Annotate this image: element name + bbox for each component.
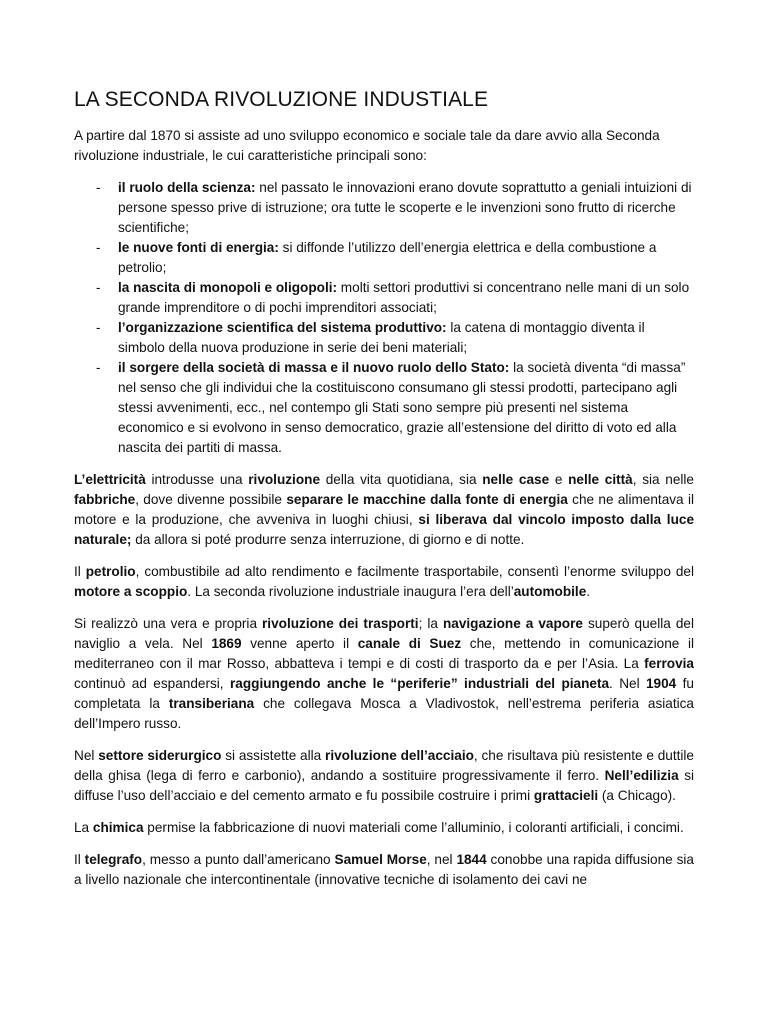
- paragraph-text: che collegava Mosca a Vladivostok, nell’estrema periferia asiatica dell’Impero russo.: [74, 696, 694, 731]
- emphasis-text: raggiungendo anche le “periferie” industriali del pianeta: [229, 676, 610, 691]
- paragraph-text: della vita quotidiana, sia: [320, 472, 483, 487]
- emphasis-text: 1869: [211, 636, 242, 651]
- paragraph-text: , nel: [426, 852, 457, 867]
- body-paragraph: [74, 850, 694, 890]
- list-item-heading: il sorgere della società di massa e il nuovo ruolo dello Stato:: [118, 360, 510, 375]
- list-dash: -: [96, 240, 101, 255]
- paragraph-text: Si realizzò una vera e propria: [74, 616, 263, 631]
- list-item: [74, 238, 694, 278]
- emphasis-text: grattacieli: [533, 788, 599, 803]
- emphasis-text: Nell’edilizia: [604, 768, 679, 783]
- emphasis-text: L’elettricità: [74, 472, 146, 487]
- list-item-text: molti settori produttivi si concentrano nelle mani di un solo grande imprenditore o di pochi imprenditori associati;: [118, 280, 690, 315]
- paragraph-text: Il: [74, 852, 85, 867]
- body-paragraph: [74, 562, 694, 602]
- emphasis-text: 1844: [456, 852, 487, 867]
- document-body: [74, 88, 694, 902]
- paragraph-text: fu completata la: [74, 676, 694, 711]
- emphasis-text: si liberava dal vincolo imposto dalla luce naturale;: [74, 512, 694, 547]
- list-item-text: la società diventa “di massa” nel senso che gli individui che la costituiscono consumano gli stessi prodotti, partecipano agli stessi avvenimenti, ecc., nel contempo gli Stati sono sempre più presenti nel sistema economico e si evolvono in senso democratico, grazie all’estensione del diritto di voto ed alla nascita dei partiti di massa.: [118, 360, 686, 455]
- list-item-heading: le nuove fonti di energia:: [118, 240, 279, 255]
- emphasis-text: ferrovia: [644, 656, 694, 671]
- paragraph-text: .: [586, 584, 591, 599]
- paragraph-text: . La seconda rivoluzione industriale inaugura l’era dell’: [187, 584, 514, 599]
- paragraph-text: La: [74, 820, 93, 835]
- paragraph-text: Nel: [74, 748, 99, 763]
- list-item: [74, 278, 694, 318]
- list-dash: -: [96, 320, 101, 335]
- list-dash: -: [96, 360, 101, 375]
- emphasis-text: fabbriche: [74, 492, 136, 507]
- list-dash: -: [96, 180, 101, 195]
- paragraph-text: permise la fabbricazione di nuovi materiali come l’alluminio, i coloranti artificiali, i concimi.: [143, 820, 684, 835]
- paragraph-text: superò quella del naviglio a vela. Nel: [74, 616, 694, 651]
- emphasis-text: chimica: [92, 820, 144, 835]
- emphasis-text: navigazione a vapore: [442, 616, 583, 631]
- emphasis-text: canale di Suez: [357, 636, 462, 651]
- paragraph-text: introdusse una: [145, 472, 249, 487]
- body-paragraph: [74, 746, 694, 806]
- paragraph-text: da allora si poté produrre senza interruzione, di giorno e di notte.: [131, 532, 525, 547]
- page-title: LA SECONDA RIVOLUZIONE INDUSTIALE: [74, 88, 489, 111]
- paragraph-text: Il: [74, 564, 86, 579]
- emphasis-text: nelle città: [568, 472, 633, 487]
- list-dash: -: [96, 280, 101, 295]
- emphasis-text: settore siderurgico: [98, 748, 222, 763]
- list-item-text: si diffonde l’utilizzo dell’energia elettrica e della combustione a petrolio;: [118, 240, 657, 275]
- paragraph-text: che ne alimentava il motore e la produzione, che avveniva in luoghi chiusi,: [74, 492, 694, 527]
- emphasis-text: motore a scoppio: [74, 584, 188, 599]
- paragraph-text: e: [549, 472, 569, 487]
- list-item-text: nel passato le innovazioni erano dovute soprattutto a geniali intuizioni di persone spesso prive di istruzione; ora tutte le scoperte e le invenzioni sono frutto di ricerche scientifiche;: [118, 180, 692, 235]
- paragraph-text: si assistette alla: [221, 748, 326, 763]
- paragraph-text: . Nel: [609, 676, 646, 691]
- emphasis-text: petrolio: [85, 564, 136, 579]
- list-item: [74, 178, 694, 238]
- body-paragraphs: [74, 470, 694, 890]
- list-item-heading: il ruolo della scienza:: [118, 180, 256, 195]
- list-item-text: la catena di montaggio diventa il simbolo della nuova produzione in serie dei beni materiali;: [118, 320, 645, 355]
- paragraph-text: si diffuse l’uso dell’acciaio e del cemento armato e fu possibile costruire i primi: [74, 768, 695, 803]
- paragraph-text: venne aperto il: [241, 636, 358, 651]
- emphasis-text: automobile: [513, 584, 587, 599]
- paragraph-text: , messo a punto dall’americano: [142, 852, 335, 867]
- paragraph-text: , sia nelle: [632, 472, 694, 487]
- emphasis-text: telegrafo: [84, 852, 143, 867]
- intro-paragraph: A partire dal 1870 si assiste ad uno sviluppo economico e sociale tale da dare avvio alla Seconda rivoluzione industriale, le cui caratteristiche principali sono:: [74, 128, 660, 163]
- paragraph-text: , che risultava più resistente e duttile della ghisa (lega di ferro e carbonio), andando a sostituire progressivamente il ferro.: [74, 748, 694, 783]
- list-item-heading: l’organizzazione scientifica del sistema produttivo:: [118, 320, 447, 335]
- list-item: [74, 358, 694, 458]
- paragraph-text: che, mettendo in comunicazione il mediterraneo con il mar Rosso, abbatteva i tempi e di costi di trasporto da e per l’Asia. La: [74, 636, 694, 671]
- emphasis-text: transiberiana: [168, 696, 255, 711]
- emphasis-text: rivoluzione: [248, 472, 321, 487]
- paragraph-text: continuò ad espandersi,: [74, 676, 230, 691]
- emphasis-text: separare le macchine dalla fonte di energia: [286, 492, 568, 507]
- paragraph-text: ; la: [418, 616, 443, 631]
- body-paragraph: [74, 470, 694, 550]
- emphasis-text: 1904: [646, 676, 677, 691]
- list-item: [74, 318, 694, 358]
- list-item-heading: la nascita di monopoli e oligopoli:: [118, 280, 338, 295]
- emphasis-text: Samuel Morse: [334, 852, 427, 867]
- paragraph-text: , combustibile ad alto rendimento e facilmente trasportabile, consentì l’enorme sviluppo del: [135, 564, 694, 579]
- emphasis-text: rivoluzione dell’acciaio: [325, 748, 474, 763]
- paragraph-text: (a Chicago).: [598, 788, 676, 803]
- feature-list: [74, 178, 694, 458]
- emphasis-text: nelle case: [482, 472, 550, 487]
- paragraph-text: , dove divenne possibile: [135, 492, 287, 507]
- emphasis-text: rivoluzione dei trasporti: [262, 616, 419, 631]
- body-paragraph: [74, 818, 694, 838]
- body-paragraph: [74, 614, 694, 734]
- paragraph-text: conobbe una rapida diffusione sia a livello nazionale che intercontinentale (innovative tecniche di isolamento dei cavi ne: [74, 852, 694, 887]
